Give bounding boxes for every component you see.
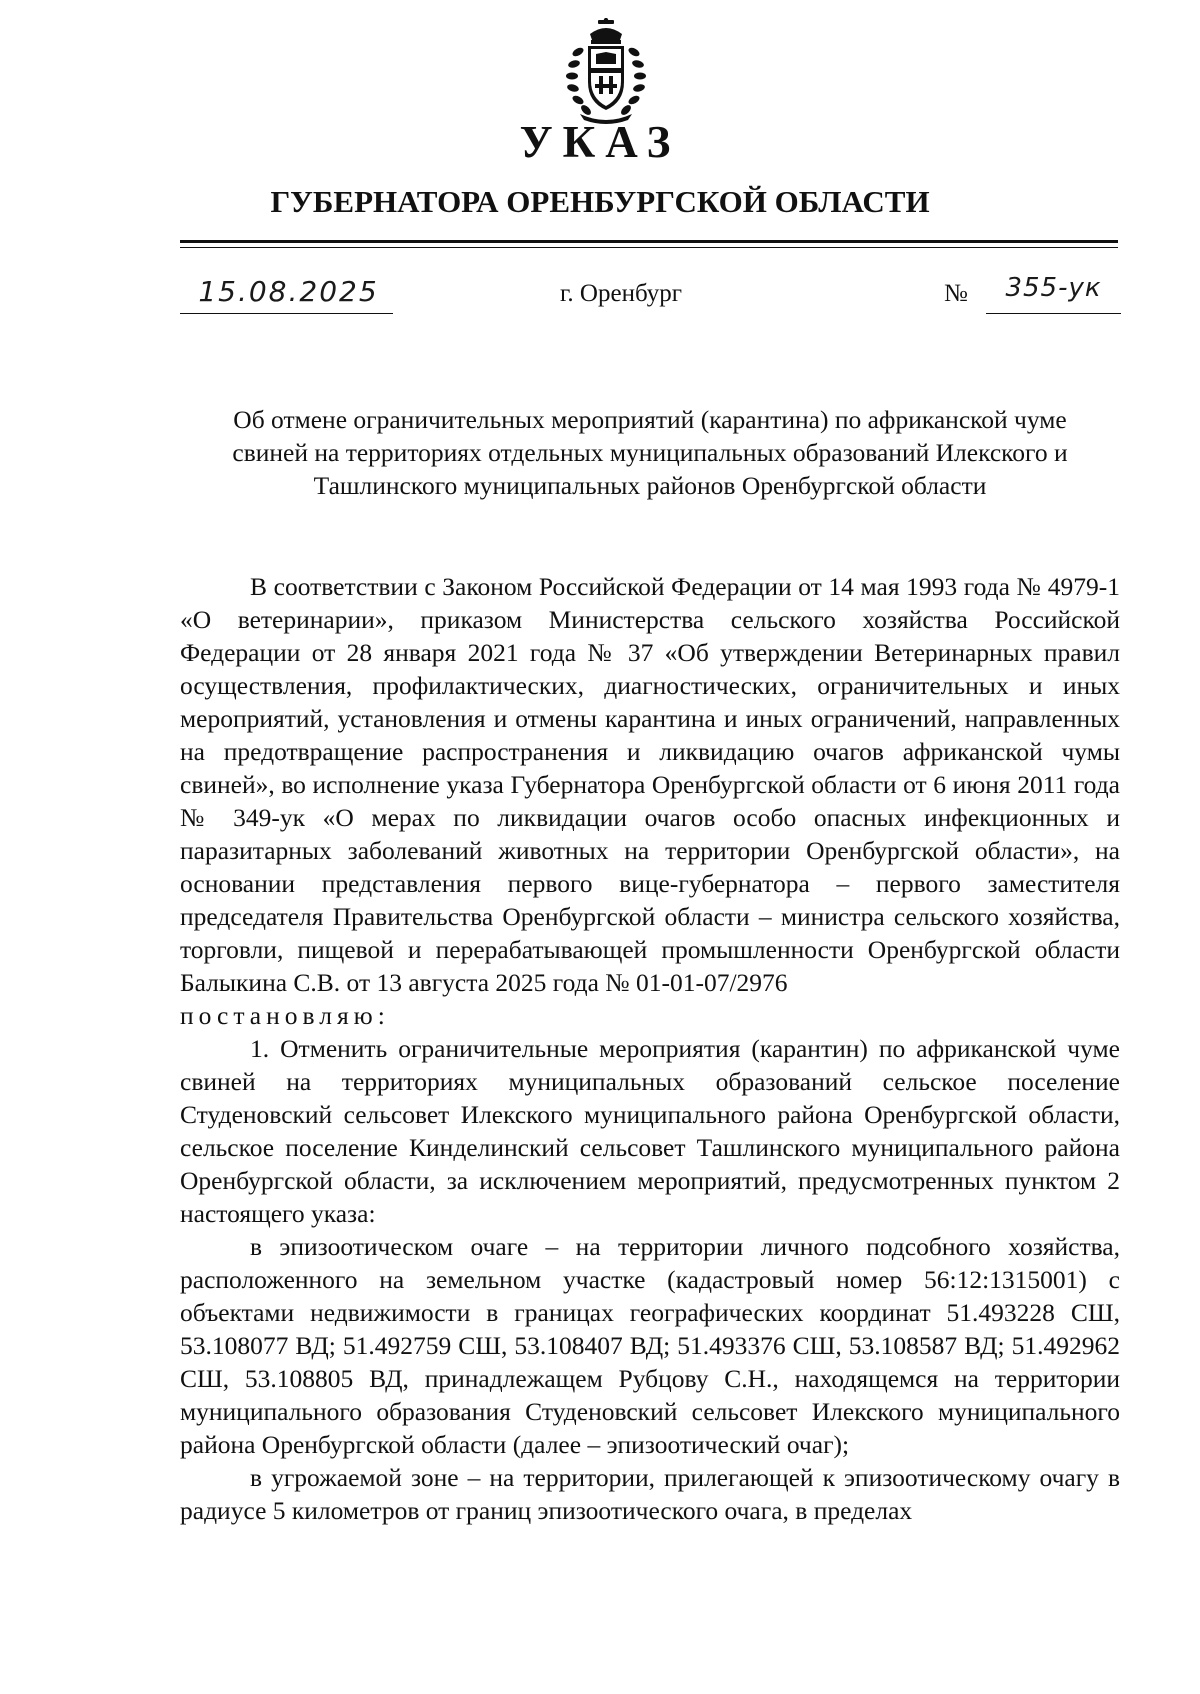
issuer-title: ГУБЕРНАТОРА ОРЕНБУРГСКОЙ ОБЛАСТИ [270,184,930,219]
threatened-zone-paragraph: в угрожаемой зоне – на территории, прилегающей к эпизоотическому очагу в радиусе 5 километров от границ эпизоотического очага, в пределах [180,1463,1120,1525]
document-type-title: УКАЗ [519,117,681,167]
subject-line: Об отмене ограничительных мероприятий (карантина) по африканской чуме [233,405,1067,434]
number-underline [986,313,1121,314]
coat-of-arms-emblem [562,18,650,126]
document-date: 15.08.2025 [198,275,379,308]
document-number: 355-ук [1005,273,1102,303]
preamble-paragraph: В соответствии с Законом Российской Федерации от 14 мая 1993 года № 4979-1 «О ветеринарии», приказом Министерства сельского хозяйства Российской Федерации от 28 января 2021 года № 37 «Об утверждении Ветеринарных правил осуществления, профилактических, диагностических, ограничительных и иных мероприятий, установления и отмены карантина и иных ограничений, направленных на предотвращение распространения и ликвидацию очагов африканской чумы свиней», во исполнение указа Губернатора Оренбургской области от 6 июня 2011 года № 349-ук «О мерах по ликвидации очагов особо опасных инфекционных и паразитарных заболеваний животных на территории Оренбургской области», на основании представления первого вице-губернатора – первого заместителя председателя Правительства Оренбургской области – министра сельского хозяйства, торговли, пищевой и перерабатывающей промышленности Оренбургской области Балыкина С.В. от 13 августа 2025 года № 01-01-07/2976 [180,572,1120,997]
epizootic-focus-paragraph: в эпизоотическом очаге – на территории личного подсобного хозяйства, расположенного на земельном участке (кадастровый номер 56:12:1315001) с объектами недвижимости в границах географических координат 51.493228 СШ, 53.108077 ВД; 51.492759 СШ, 53.108407 ВД; 51.493376 СШ, 53.108587 ВД; 51.492962 СШ, 53.108805 ВД, принадлежащем Рубцову С.Н., находящемся на территории муниципального образования Студеновский сельсовет Илекского муниципального района Оренбургской области (далее – эпизоотический очаг); [180,1232,1120,1459]
document-number-label: № [944,280,968,307]
subject-line: Ташлинского муниципальных районов Оренбургской области [313,471,987,500]
header-divider-thin [180,247,1118,248]
decree-word: постановляю: [180,1001,390,1030]
document-city: г. Оренбург [560,280,682,307]
document-subject [170,403,1130,502]
subject-line: свиней на территориях отдельных муниципальных образований Илекского и [232,438,1068,467]
document-body [180,570,1120,1527]
date-underline [180,313,393,314]
header-divider-thick [180,240,1118,243]
item-1-paragraph: 1. Отменить ограничительные мероприятия (карантин) по африканской чуме свиней на территориях муниципальных образований сельское поселение Студеновский сельсовет Илекского муниципального района Оренбургской области, сельское поселение Кинделинский сельсовет Ташлинского муниципального района Оренбургской области, за исключением мероприятий, предусмотренных пунктом 2 настоящего указа: [180,1034,1120,1228]
